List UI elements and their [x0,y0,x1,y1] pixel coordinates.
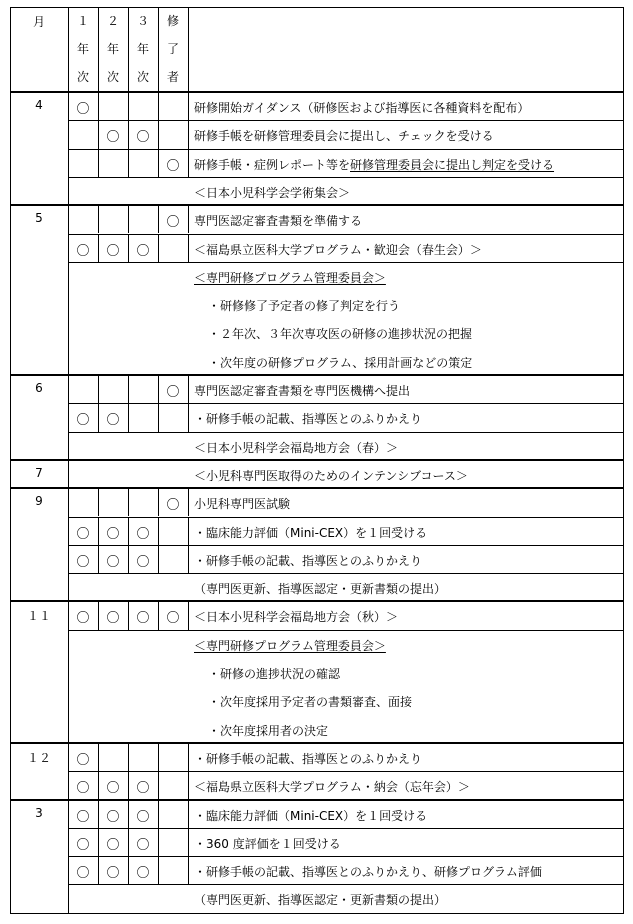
column-divider [98,545,99,573]
check-mark: 〇 [76,526,90,541]
check-mark: 〇 [106,526,120,541]
column-divider [188,771,189,799]
header-char: 次 [106,70,119,84]
row-text: ・研修手帳の記載、指導医とのふりかえり、研修プログラム評価 [194,865,542,880]
check-mark: 〇 [166,158,180,173]
header-char: 次 [76,70,89,84]
column-divider [128,545,129,573]
column-divider [98,205,99,233]
column-divider [188,7,189,92]
check-mark: 〇 [106,130,120,145]
header-char: ３ [136,14,149,28]
column-divider [128,120,129,148]
column-divider [128,771,129,799]
row-divider [10,459,624,461]
header-year1 [68,7,98,92]
row-text: 小児科専門医試験 [194,497,291,512]
row-divider [68,149,624,150]
column-divider [98,120,99,148]
column-divider [158,205,159,233]
header-char: 者 [166,70,179,84]
row-text: ・研修手帳の記載、指導医とのふりかえり [194,553,423,568]
row-text: ・研修手帳の記載、指導医とのふりかえり [194,412,423,427]
column-divider [158,856,159,884]
header-char: ２ [106,14,119,28]
row-divider [68,545,624,546]
header-completer [158,7,188,92]
column-divider [188,403,189,431]
row-divider [68,403,624,404]
header-year2 [98,7,128,92]
row-text: ＜福島県立医科大学プログラム・納会（忘年会）＞ [194,780,470,795]
check-mark: 〇 [76,413,90,428]
header-char: 年 [136,42,149,56]
column-divider [98,771,99,799]
header-char: 次 [136,70,149,84]
column-divider [98,375,99,403]
row-text-prefix: 研修手帳・症例レポート等を [194,157,351,172]
month-label: １２ [26,750,51,765]
row-text-underlined: 研修管理委員会に提出し判定を受ける [350,157,555,172]
row-text: 専門医認定審査書類を準備する [194,214,363,229]
column-divider [98,234,99,262]
column-divider [10,7,11,914]
header-char: 了 [166,42,179,56]
row-text: ・臨床能力評価（Mini-CEX）を１回受ける [194,808,428,823]
column-divider [158,120,159,148]
check-mark: 〇 [76,781,90,796]
check-mark: 〇 [106,611,120,626]
column-divider [188,828,189,856]
check-mark: 〇 [76,611,90,626]
column-divider [188,743,189,771]
committee-item: ・次年度の研修プログラム、採用計画などの策定 [208,355,473,370]
row-divider [68,120,624,121]
column-divider [98,403,99,431]
column-divider [158,375,159,403]
check-mark: 〇 [136,243,150,258]
check-mark: 〇 [106,837,120,852]
check-mark: 〇 [76,809,90,824]
row-divider [68,856,624,857]
header-char: 修 [166,14,179,28]
column-divider [98,601,99,629]
column-divider [188,601,189,629]
check-mark: 〇 [106,243,120,258]
column-divider [98,828,99,856]
column-divider [188,234,189,262]
column-divider [158,92,159,120]
column-divider [623,7,624,914]
column-divider [158,517,159,545]
row-divider [10,7,624,8]
column-divider [128,149,129,177]
row-divider [68,630,624,631]
column-divider [128,601,129,629]
row-divider [10,204,624,206]
row-divider [10,799,624,801]
column-divider [128,488,129,516]
row-text: ・360 度評価を１回受ける [194,836,341,851]
check-mark: 〇 [106,781,120,796]
column-divider [158,828,159,856]
column-divider [158,771,159,799]
row-text: （専門医更新、指導医認定・更新書類の提出） [194,893,447,908]
row-text: （専門医更新、指導医認定・更新書類の提出） [194,582,447,597]
check-mark: 〇 [76,752,90,767]
check-mark: 〇 [106,554,120,569]
column-divider [128,7,129,92]
column-divider [128,856,129,884]
month-label: 5 [35,211,43,226]
column-divider [98,488,99,516]
column-divider [158,234,159,262]
column-divider [158,403,159,431]
header-month: 月 [32,15,45,29]
column-divider [188,856,189,884]
check-mark: 〇 [76,102,90,116]
column-divider [128,92,129,120]
check-mark: 〇 [106,809,120,824]
month-label: 4 [35,98,43,112]
column-divider [158,743,159,771]
header-year3 [128,7,158,92]
check-mark: 〇 [76,837,90,852]
check-mark: 〇 [166,498,180,513]
row-divider [10,742,624,744]
column-divider [188,517,189,545]
row-text: ＜日本小児科学会学術集会＞ [194,185,351,200]
row-text: ＜日本小児科学会福島地方会（春）＞ [194,440,399,455]
column-divider [188,92,189,120]
column-divider [188,375,189,403]
row-text [194,156,619,174]
row-divider [10,374,624,376]
committee-item: ・研修の進捗状況の確認 [208,667,341,681]
month-label: 6 [35,381,43,395]
check-mark: 〇 [76,554,90,569]
check-mark: 〇 [166,385,180,399]
header-char: 年 [76,42,89,56]
row-divider [10,91,624,93]
check-mark: 〇 [136,809,150,824]
column-divider [128,375,129,403]
column-divider [98,149,99,177]
check-mark: 〇 [106,866,120,881]
row-text: ＜日本小児科学会福島地方会（秋）＞ [194,610,399,625]
column-divider [188,800,189,828]
column-divider [158,545,159,573]
column-divider [98,92,99,120]
row-text: ・研修手帳の記載、指導医とのふりかえり [194,751,423,766]
row-text: 専門医認定審査書類を専門医機構へ提出 [194,384,411,398]
row-divider [68,828,624,829]
check-mark: 〇 [136,526,150,541]
column-divider [68,7,69,914]
column-divider [158,7,159,92]
check-mark: 〇 [136,866,150,881]
column-divider [128,403,129,431]
column-divider [158,149,159,177]
row-text: ・臨床能力評価（Mini-CEX）を１回受ける [194,525,428,540]
row-divider [68,234,624,235]
column-divider [188,545,189,573]
column-divider [158,601,159,629]
committee-item: ・次年度採用者の決定 [208,723,329,738]
check-mark: 〇 [106,413,120,428]
check-mark: 〇 [136,130,150,145]
check-mark: 〇 [166,611,180,626]
check-mark: 〇 [76,243,90,258]
row-divider [68,432,624,433]
month-label: １１ [26,609,51,624]
committee-item: ・研修修了予定者の修了判定を行う [208,299,401,314]
row-text: 研修手帳を研修管理委員会に提出し、チェックを受ける [194,129,494,144]
month-label: 3 [35,805,43,820]
column-divider [98,743,99,771]
committee-item: ・次年度採用予定者の書類審査、面接 [208,695,413,710]
header-char: 年 [106,42,119,56]
column-divider [188,205,189,233]
row-divider [68,517,624,518]
check-mark: 〇 [136,554,150,569]
column-divider [128,800,129,828]
row-text: ＜福島県立医科大学プログラム・歓迎会（春生会）＞ [194,242,482,257]
column-divider [128,234,129,262]
column-divider [158,800,159,828]
check-mark: 〇 [136,781,150,796]
column-divider [98,800,99,828]
row-divider [10,487,624,489]
month-label: 9 [35,494,43,509]
column-divider [158,488,159,516]
committee-heading: ＜専門研修プログラム管理委員会＞ [194,638,386,653]
header-char: １ [76,14,89,28]
committee-heading: ＜専門研修プログラム管理委員会＞ [194,270,386,285]
column-divider [128,517,129,545]
row-text: ＜小児科専門医取得のためのインテンシブコース＞ [194,468,468,483]
column-divider [188,149,189,177]
column-divider [98,856,99,884]
row-text: 研修開始ガイダンス（研修医および指導医に各種資料を配布） [194,101,530,115]
check-mark: 〇 [76,866,90,881]
check-mark: 〇 [166,215,180,230]
column-divider [128,828,129,856]
row-divider [10,913,624,914]
column-divider [188,120,189,148]
month-label: 7 [35,465,43,480]
row-divider [10,600,624,602]
column-divider [98,517,99,545]
column-divider [188,488,189,516]
column-divider [98,7,99,92]
committee-item: ・２年次、３年次専攻医の研修の進捗状況の把握 [208,327,473,342]
column-divider [128,743,129,771]
check-mark: 〇 [136,837,150,852]
row-divider [68,771,624,772]
row-divider [68,573,624,574]
row-divider [68,177,624,178]
row-divider [68,262,624,263]
column-divider [128,205,129,233]
row-divider [68,884,624,885]
check-mark: 〇 [136,611,150,626]
